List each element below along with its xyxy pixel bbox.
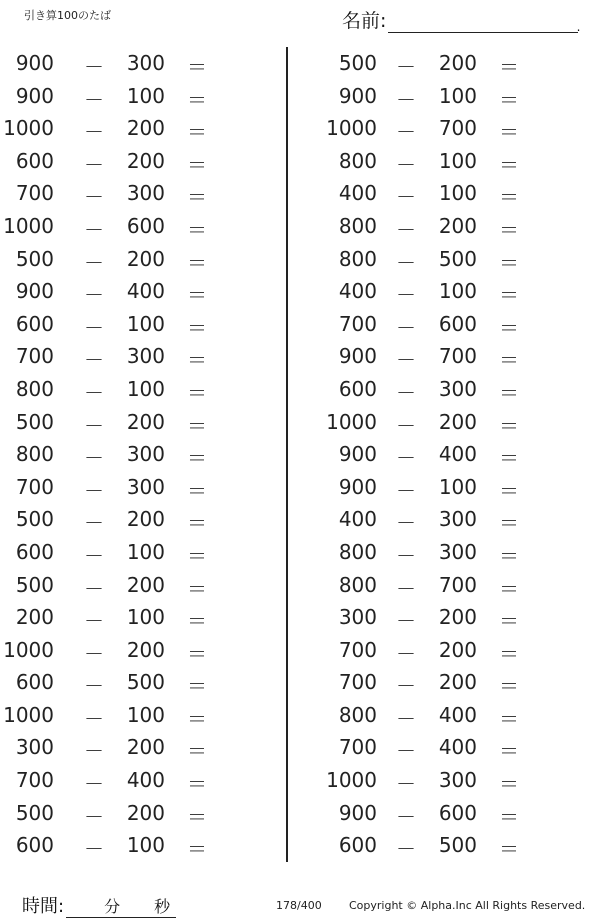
problem-row [312, 797, 592, 830]
subtrahend: 100 [126, 833, 165, 858]
problem-row [312, 666, 592, 699]
equals-sign: ＝ [499, 413, 519, 438]
minus-sign: － [84, 55, 104, 79]
minus-sign: － [396, 543, 416, 568]
time-label: 時間: [22, 896, 65, 917]
subtrahend: 600 [438, 311, 477, 336]
name-field [342, 6, 581, 34]
subtrahend: 400 [126, 768, 165, 793]
problem-row [0, 536, 280, 569]
minuend: 800 [338, 702, 377, 727]
equals-sign: ＝ [187, 576, 207, 601]
subtrahend: 200 [438, 605, 477, 630]
subtrahend: 300 [126, 344, 165, 369]
minus-sign: － [396, 739, 416, 764]
name-blank[interactable] [388, 12, 581, 34]
equals-sign: ＝ [499, 185, 519, 210]
subtrahend: 300 [126, 51, 165, 75]
subtrahend: 200 [126, 409, 165, 434]
minus-sign: － [84, 576, 104, 601]
minus-sign: － [396, 315, 416, 340]
minuend: 1000 [3, 702, 54, 727]
minus-sign: － [84, 511, 104, 536]
problem-row [0, 47, 280, 80]
problem-row [0, 666, 280, 699]
column-divider [286, 47, 288, 862]
equals-sign: ＝ [499, 217, 519, 242]
minus-sign: － [396, 348, 416, 373]
equals-sign: ＝ [187, 283, 207, 308]
subtrahend: 500 [126, 670, 165, 695]
minus-sign: － [396, 772, 416, 797]
subtrahend: 100 [126, 539, 165, 564]
minuend: 700 [15, 181, 54, 206]
subtrahend: 200 [438, 637, 477, 662]
minuend: 700 [338, 735, 377, 760]
problem-row [0, 177, 280, 210]
subtrahend: 100 [438, 148, 477, 173]
problem-row [0, 80, 280, 113]
problem-row [0, 634, 280, 667]
minuend: 1000 [3, 116, 54, 141]
minuend: 500 [15, 246, 54, 271]
problem-row [0, 471, 280, 504]
equals-sign: ＝ [499, 739, 519, 764]
equals-sign: ＝ [499, 804, 519, 829]
minuend: 300 [338, 605, 377, 630]
minuend: 900 [338, 800, 377, 825]
problem-row [312, 569, 592, 602]
minuend: 400 [338, 507, 377, 532]
page-number: 178/400 [276, 899, 322, 912]
minuend: 900 [15, 83, 54, 108]
minus-sign: － [396, 217, 416, 242]
problem-row [0, 503, 280, 536]
equals-sign: ＝ [499, 55, 519, 79]
problem-row [312, 699, 592, 732]
minus-sign: － [396, 120, 416, 145]
minus-sign: － [84, 446, 104, 471]
subtrahend: 300 [438, 539, 477, 564]
problem-row [312, 275, 592, 308]
problem-row [312, 243, 592, 276]
left-problem-column [0, 47, 280, 862]
problem-row [312, 145, 592, 178]
minus-sign: － [84, 348, 104, 373]
subtrahend: 100 [438, 279, 477, 304]
minuend: 200 [15, 605, 54, 630]
problem-row [312, 406, 592, 439]
equals-sign: ＝ [499, 250, 519, 275]
problem-row [0, 112, 280, 145]
minus-sign: － [84, 739, 104, 764]
minuend: 700 [15, 474, 54, 499]
subtrahend: 200 [438, 213, 477, 238]
minuend: 600 [15, 311, 54, 336]
equals-sign: ＝ [499, 674, 519, 699]
subtrahend: 200 [126, 572, 165, 597]
equals-sign: ＝ [499, 641, 519, 666]
problem-row [0, 569, 280, 602]
minus-sign: － [84, 283, 104, 308]
problem-row [0, 764, 280, 797]
problem-row [312, 340, 592, 373]
problem-row [0, 243, 280, 276]
minus-sign: － [84, 315, 104, 340]
minuend: 800 [338, 246, 377, 271]
subtrahend: 200 [438, 670, 477, 695]
subtrahend: 600 [126, 213, 165, 238]
minus-sign: － [396, 55, 416, 79]
minus-sign: － [84, 478, 104, 503]
problem-row [0, 829, 280, 862]
subtrahend: 700 [438, 116, 477, 141]
equals-sign: ＝ [187, 543, 207, 568]
minuend: 1000 [3, 213, 54, 238]
minuend: 400 [338, 181, 377, 206]
minus-sign: － [84, 609, 104, 634]
subtrahend: 600 [438, 800, 477, 825]
subtrahend: 200 [126, 800, 165, 825]
subtrahend: 400 [438, 442, 477, 467]
equals-sign: ＝ [187, 152, 207, 177]
equals-sign: ＝ [499, 315, 519, 340]
subtrahend: 300 [438, 768, 477, 793]
problem-row [0, 308, 280, 341]
minuend: 500 [15, 572, 54, 597]
subtrahend: 100 [126, 311, 165, 336]
problem-row [312, 177, 592, 210]
subtrahend: 700 [438, 344, 477, 369]
minus-sign: － [396, 576, 416, 601]
subtrahend: 200 [126, 246, 165, 271]
minus-sign: － [396, 478, 416, 503]
minuend: 800 [338, 539, 377, 564]
problem-row [312, 829, 592, 862]
equals-sign: ＝ [187, 739, 207, 764]
minuend: 700 [338, 311, 377, 336]
minus-sign: － [84, 543, 104, 568]
minutes-label: 分 [104, 897, 121, 916]
problem-row [312, 471, 592, 504]
problem-row [312, 601, 592, 634]
minuend: 900 [338, 83, 377, 108]
minuend: 900 [15, 51, 54, 75]
minus-sign: － [396, 87, 416, 112]
minus-sign: － [84, 217, 104, 242]
minuend: 800 [338, 148, 377, 173]
time-field [22, 892, 176, 918]
minus-sign: － [396, 380, 416, 405]
minus-sign: － [84, 804, 104, 829]
time-blank[interactable] [66, 897, 176, 918]
problem-row [0, 797, 280, 830]
problem-row [312, 373, 592, 406]
problem-row [312, 536, 592, 569]
problem-row [312, 210, 592, 243]
minuend: 400 [338, 279, 377, 304]
worksheet-title: 引き算100のたば [24, 9, 111, 22]
subtrahend: 200 [126, 637, 165, 662]
equals-sign: ＝ [499, 152, 519, 177]
problem-row [312, 308, 592, 341]
subtrahend: 200 [126, 507, 165, 532]
problem-row [312, 764, 592, 797]
subtrahend: 300 [126, 442, 165, 467]
minus-sign: － [396, 674, 416, 699]
equals-sign: ＝ [187, 706, 207, 731]
equals-sign: ＝ [499, 348, 519, 373]
seconds-label: 秒 [154, 897, 171, 916]
minus-sign: － [84, 837, 104, 862]
problem-row [312, 438, 592, 471]
minus-sign: － [396, 446, 416, 471]
subtrahend: 100 [438, 474, 477, 499]
minus-sign: － [84, 185, 104, 210]
minuend: 700 [338, 670, 377, 695]
equals-sign: ＝ [499, 120, 519, 145]
minuend: 1000 [326, 116, 377, 141]
equals-sign: ＝ [187, 446, 207, 471]
equals-sign: ＝ [499, 446, 519, 471]
minus-sign: － [84, 641, 104, 666]
problem-row [0, 145, 280, 178]
problem-row [0, 210, 280, 243]
subtrahend: 500 [438, 833, 477, 858]
minuend: 1000 [326, 768, 377, 793]
equals-sign: ＝ [187, 511, 207, 536]
minuend: 600 [15, 833, 54, 858]
equals-sign: ＝ [499, 87, 519, 112]
minus-sign: － [84, 380, 104, 405]
equals-sign: ＝ [187, 55, 207, 79]
subtrahend: 400 [438, 702, 477, 727]
minus-sign: － [396, 837, 416, 862]
equals-sign: ＝ [187, 185, 207, 210]
subtrahend: 200 [126, 116, 165, 141]
equals-sign: ＝ [499, 511, 519, 536]
minuend: 900 [338, 474, 377, 499]
subtrahend: 300 [438, 507, 477, 532]
minuend: 500 [338, 51, 377, 75]
subtrahend: 300 [126, 181, 165, 206]
minuend: 500 [15, 800, 54, 825]
minuend: 900 [15, 279, 54, 304]
minuend: 800 [15, 442, 54, 467]
subtrahend: 100 [438, 181, 477, 206]
minuend: 900 [338, 442, 377, 467]
minuend: 1000 [3, 637, 54, 662]
minuend: 700 [15, 344, 54, 369]
equals-sign: ＝ [187, 315, 207, 340]
minuend: 800 [338, 572, 377, 597]
subtrahend: 100 [438, 83, 477, 108]
minus-sign: － [396, 185, 416, 210]
problem-row [0, 373, 280, 406]
equals-sign: ＝ [499, 609, 519, 634]
problem-row [312, 47, 592, 80]
equals-sign: ＝ [499, 478, 519, 503]
subtrahend: 100 [126, 83, 165, 108]
problem-row [0, 406, 280, 439]
equals-sign: ＝ [187, 217, 207, 242]
minus-sign: － [84, 120, 104, 145]
problem-row [312, 112, 592, 145]
minuend: 700 [15, 768, 54, 793]
minuend: 800 [15, 376, 54, 401]
problem-row [0, 699, 280, 732]
subtrahend: 400 [438, 735, 477, 760]
name-dot: . [576, 20, 581, 34]
equals-sign: ＝ [187, 87, 207, 112]
subtrahend: 100 [126, 702, 165, 727]
subtrahend: 200 [438, 409, 477, 434]
equals-sign: ＝ [187, 837, 207, 862]
minus-sign: － [396, 152, 416, 177]
equals-sign: ＝ [499, 576, 519, 601]
minus-sign: － [396, 511, 416, 536]
subtrahend: 100 [126, 376, 165, 401]
minuend: 600 [15, 539, 54, 564]
problem-row [0, 275, 280, 308]
minus-sign: － [396, 641, 416, 666]
equals-sign: ＝ [499, 380, 519, 405]
problem-row [312, 503, 592, 536]
minuend: 500 [15, 409, 54, 434]
subtrahend: 500 [438, 246, 477, 271]
problem-row [0, 731, 280, 764]
equals-sign: ＝ [187, 380, 207, 405]
problem-row [312, 731, 592, 764]
problem-row [0, 601, 280, 634]
subtrahend: 300 [438, 376, 477, 401]
minus-sign: － [84, 772, 104, 797]
minus-sign: － [84, 152, 104, 177]
minus-sign: － [84, 87, 104, 112]
minuend: 800 [338, 213, 377, 238]
equals-sign: ＝ [187, 804, 207, 829]
minuend: 1000 [326, 409, 377, 434]
minuend: 300 [15, 735, 54, 760]
minus-sign: － [84, 706, 104, 731]
equals-sign: ＝ [187, 478, 207, 503]
equals-sign: ＝ [187, 348, 207, 373]
equals-sign: ＝ [499, 543, 519, 568]
equals-sign: ＝ [499, 772, 519, 797]
minuend: 900 [338, 344, 377, 369]
minuend: 600 [15, 148, 54, 173]
name-label: 名前: [342, 10, 387, 32]
subtrahend: 400 [126, 279, 165, 304]
equals-sign: ＝ [499, 283, 519, 308]
equals-sign: ＝ [187, 772, 207, 797]
minus-sign: － [396, 283, 416, 308]
subtrahend: 200 [126, 148, 165, 173]
minus-sign: － [396, 250, 416, 275]
subtrahend: 100 [126, 605, 165, 630]
right-problem-column [312, 47, 592, 862]
problem-row [0, 340, 280, 373]
equals-sign: ＝ [499, 837, 519, 862]
subtrahend: 300 [126, 474, 165, 499]
problem-row [0, 438, 280, 471]
problem-row [312, 80, 592, 113]
minuend: 700 [338, 637, 377, 662]
equals-sign: ＝ [499, 706, 519, 731]
equals-sign: ＝ [187, 641, 207, 666]
minus-sign: － [84, 250, 104, 275]
subtrahend: 200 [438, 51, 477, 75]
equals-sign: ＝ [187, 674, 207, 699]
minus-sign: － [396, 609, 416, 634]
minus-sign: － [84, 413, 104, 438]
minuend: 600 [338, 376, 377, 401]
subtrahend: 200 [126, 735, 165, 760]
minuend: 500 [15, 507, 54, 532]
equals-sign: ＝ [187, 120, 207, 145]
problem-row [312, 634, 592, 667]
minus-sign: － [84, 674, 104, 699]
minus-sign: － [396, 804, 416, 829]
minuend: 600 [15, 670, 54, 695]
minus-sign: － [396, 413, 416, 438]
copyright-notice: Copyright © Alpha.Inc All Rights Reserved. [349, 899, 586, 912]
equals-sign: ＝ [187, 413, 207, 438]
minus-sign: － [396, 706, 416, 731]
subtrahend: 700 [438, 572, 477, 597]
equals-sign: ＝ [187, 250, 207, 275]
equals-sign: ＝ [187, 609, 207, 634]
minuend: 600 [338, 833, 377, 858]
